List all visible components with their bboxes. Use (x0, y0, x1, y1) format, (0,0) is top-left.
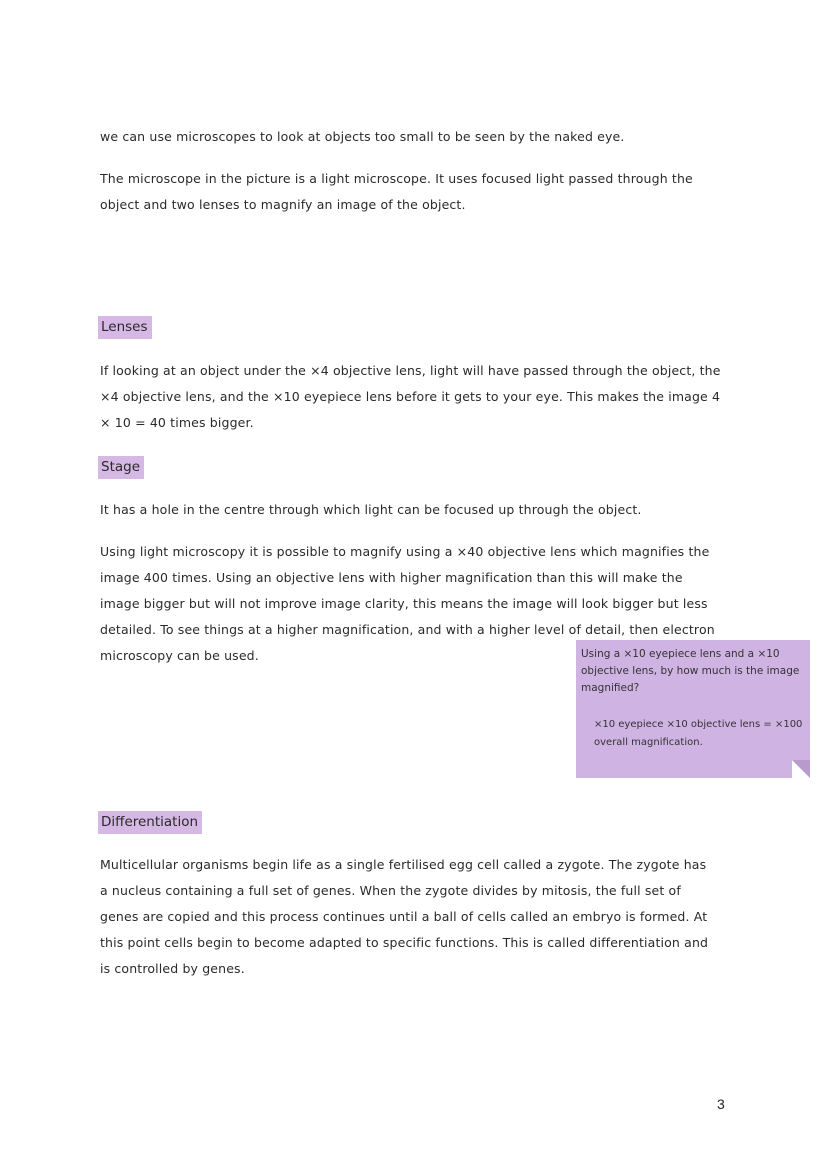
lenses-heading: Lenses (98, 316, 152, 339)
lenses-paragraph: If looking at an object under the ×4 objective lens, light will have passed through the object, the ×4 objective lens, and the ×10 eyepiece lens before it gets to your eye. This makes the image 4 × 10 = 40 times bigger. (100, 363, 721, 430)
differentiation-paragraph: Multicellular organisms begin life as a single fertilised egg cell called a zygote. The zygote has a nucleus containing a full set of genes. When the zygote divides by mitosis, the full set of genes are copied and this process continues until a ball of cells called an embryo is formed. At this point cells begin to become adapted to specific functions. This is called differentiation and is controlled by genes. (100, 857, 709, 976)
page-curl-icon (792, 760, 810, 778)
page-number: 3 (717, 1096, 725, 1112)
intro-paragraph-2: The microscope in the picture is a light microscope. It uses focused light passed through the object and two lenses to magnify an image of the object. (100, 171, 693, 212)
note-answer: ×10 eyepiece ×10 objective lens = ×100 overall magnification. (594, 719, 803, 748)
differentiation-heading: Differentiation (98, 811, 202, 834)
stage-heading: Stage (98, 456, 144, 479)
note-question: Using a ×10 eyepiece lens and a ×10 objective lens, by how much is the image magnified? (581, 648, 800, 694)
intro-paragraph-1: we can use microscopes to look at objects too small to be seen by the naked eye. (100, 129, 625, 144)
stage-paragraph-1: It has a hole in the centre through which light can be focused up through the object. (100, 502, 642, 517)
stage-paragraph-2: Using light microscopy it is possible to magnify using a ×40 objective lens which magnifies the image 400 times. Using an objective lens with higher magnification than this will make the image bigger but will not improve image clarity, this means the image will look bigger but less detailed. To see things at a higher magnification, and with a higher level of detail, then electron microscopy can be used. (100, 544, 715, 663)
sticky-note (576, 640, 810, 778)
